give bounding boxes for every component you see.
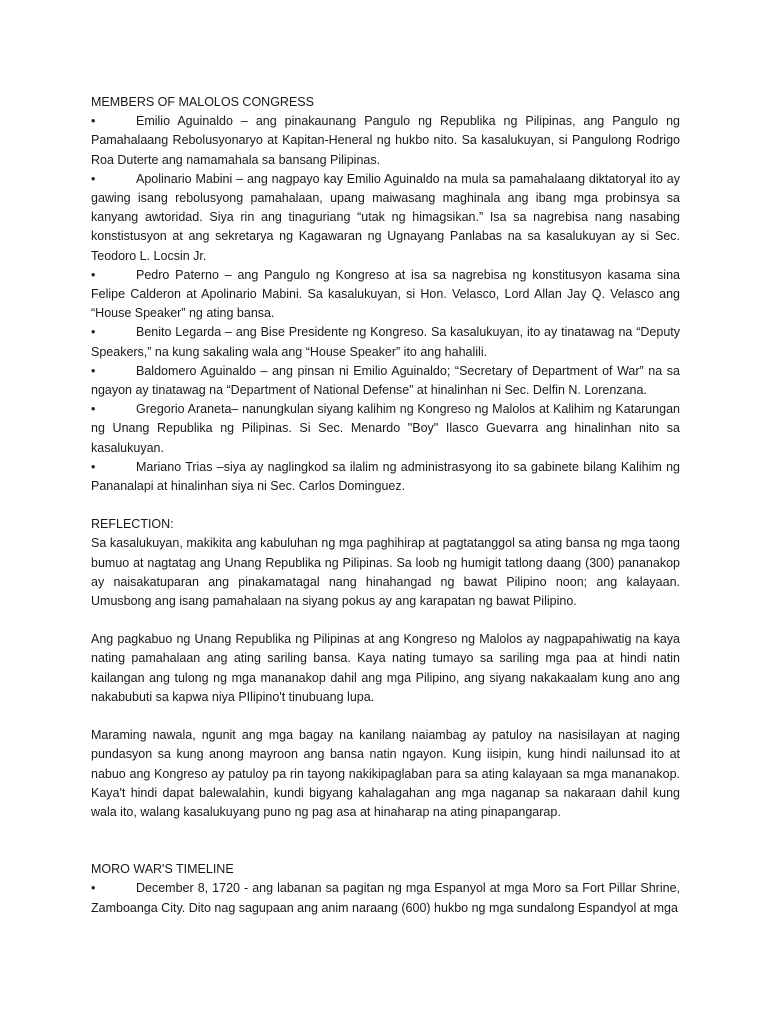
list-item-text: December 8, 1720 - ang labanan sa pagitan ng mga Espanyol at mga Moro sa Fort Pillar Shrine, Zamboanga City. Dito nag sagupaan ang anim naraang (600) hukbo ng mga sundalong Espandyol at mga bbox=[91, 881, 680, 915]
section-title-moro-war: MORO WAR'S TIMELINE bbox=[91, 862, 234, 877]
bullet-icon: • bbox=[91, 267, 96, 282]
bullet-icon: • bbox=[91, 459, 96, 474]
list-item bbox=[91, 266, 680, 324]
spacer bbox=[91, 822, 680, 860]
list-item bbox=[91, 323, 680, 361]
spacer bbox=[91, 611, 680, 630]
section-title-reflection: REFLECTION: bbox=[91, 517, 174, 532]
reflection-paragraph: Sa kasalukuyan, makikita ang kabuluhan ng mga paghihirap at pagtatanggol sa ating bansa ng mga taong bumuo at nagtatag ang Unang Republika ng Pilipinas. Sa loob ng humigit tatlong daang (300) pananakop ay naisakatuparan ang pinakamatagal nang hinahangad ng bawat Pilipino noon; ang kalayaan. Umusbong ang isang pamahalaan na siyang pokus ay ang karapatan ng bawat Pilipino. bbox=[91, 536, 680, 609]
list-item-text: Benito Legarda – ang Bise Presidente ng Kongreso. Sa kasalukuyan, ito ay tinatawag na “Deputy Speakers,” na kung sakaling wala ang “House Speaker” ito ang hahalili. bbox=[91, 325, 680, 359]
reflection-paragraph: Ang pagkabuo ng Unang Republika ng Pilipinas at ang Kongreso ng Malolos ay nagpapahiwatig na kaya nating pamahalaan ang ating sariling bansa. Kaya nating tumayo sa sariling mga paa at hindi natin kailangan ang tulong ng mga mananakop dahil ang mga Pilipino, ang siyang nakakaalam kung ano ang nakabubuti sa kapwa niya PIlipino't tinubuang lupa. bbox=[91, 632, 680, 704]
list-item bbox=[91, 458, 680, 496]
spacer bbox=[91, 496, 680, 515]
bullet-icon: • bbox=[91, 363, 96, 378]
bullet-icon: • bbox=[91, 881, 96, 896]
list-item-text: Emilio Aguinaldo – ang pinakaunang Pangulo ng Republika ng Pilipinas, ang Pangulo ng Pamahalaang Rebolusyonaryo at Kapitan-Heneral ng hukbo nito. Sa kasalukuyan, si Pangulong Rodrigo Roa Duterte ang namamahala sa bansang Pilipinas. bbox=[91, 114, 680, 167]
list-item bbox=[91, 879, 680, 917]
list-item-text: Apolinario Mabini – ang nagpayo kay Emilio Aguinaldo na mula sa pamahalaang diktatoryal ito ay gawing isang rebolusyong pamahalaan, upang maiwasang maghinala ang ibang mga probinsya sa kanyang awtoridad. Siya rin ang tinaguriang “utak ng himagsikan.” Isa sa nagrebisa nang nasabing konstistusyon at ang sekretarya ng Kagawaran ng Ugnayang Panlabas na sa kasalukuyan ay si Sec. Teodoro L. Locsin Jr. bbox=[91, 171, 680, 263]
bullet-icon: • bbox=[91, 325, 96, 340]
list-item bbox=[91, 170, 680, 266]
list-item bbox=[91, 362, 680, 400]
list-item bbox=[91, 400, 680, 458]
bullet-icon: • bbox=[91, 171, 96, 186]
list-item bbox=[91, 112, 680, 170]
spacer bbox=[91, 707, 680, 726]
section-title-members: MEMBERS OF MALOLOS CONGRESS bbox=[91, 95, 314, 109]
list-item-text: Pedro Paterno – ang Pangulo ng Kongreso at isa sa nagrebisa ng konstitusyon kasama sina Felipe Calderon at Apolinario Mabini. Sa kasalukuyan, si Hon. Velasco, Lord Allan Jay Q. Velasco ang “House Speaker” ng ating bansa. bbox=[91, 267, 680, 321]
bullet-icon: • bbox=[91, 114, 96, 129]
list-item-text: Mariano Trias –siya ay naglingkod sa ilalim ng administrasyong ito sa gabinete bilang Kalihim ng Pananalapi at hinalinhan siya ni Sec. Carlos Dominguez. bbox=[91, 459, 680, 494]
list-item-text: Gregorio Araneta– nanungkulan siyang kalihim ng Kongreso ng Malolos at Kalihim ng Katarungan ng Unang Republika ng Pilipinas. Si Sec. Menardo "Boy" Ilasco Guevarra ang hinalinhan nito sa kasalukuyan. bbox=[91, 402, 680, 455]
list-item-text: Baldomero Aguinaldo – ang pinsan ni Emilio Aguinaldo; “Secretary of Department of War” na sa ngayon ay tinatawag na “Department of National Defense” at hinalinhan ni Sec. Delfin N. Lorenzana. bbox=[91, 363, 680, 398]
bullet-icon: • bbox=[91, 402, 96, 417]
reflection-paragraph: Maraming nawala, ngunit ang mga bagay na kanilang naiambag ay patuloy na nasisilayan at naging pundasyon sa kung anong mayroon ang bansa natin ngayon. Kung iisipin, kung hindi nailunsad ito at nabuo ang Kongreso ay patuloy pa rin tayong nakikipaglaban para sa ating kalayaan sa mga mananakop. Kaya't hindi dapat balewalahin, kundi bigyang kahalagahan ang mga naganap sa nakaraan dahil kung wala ito, walang kasalukuyang puno ng pag asa at hinaharap na ating pinapangarap. bbox=[91, 728, 680, 819]
